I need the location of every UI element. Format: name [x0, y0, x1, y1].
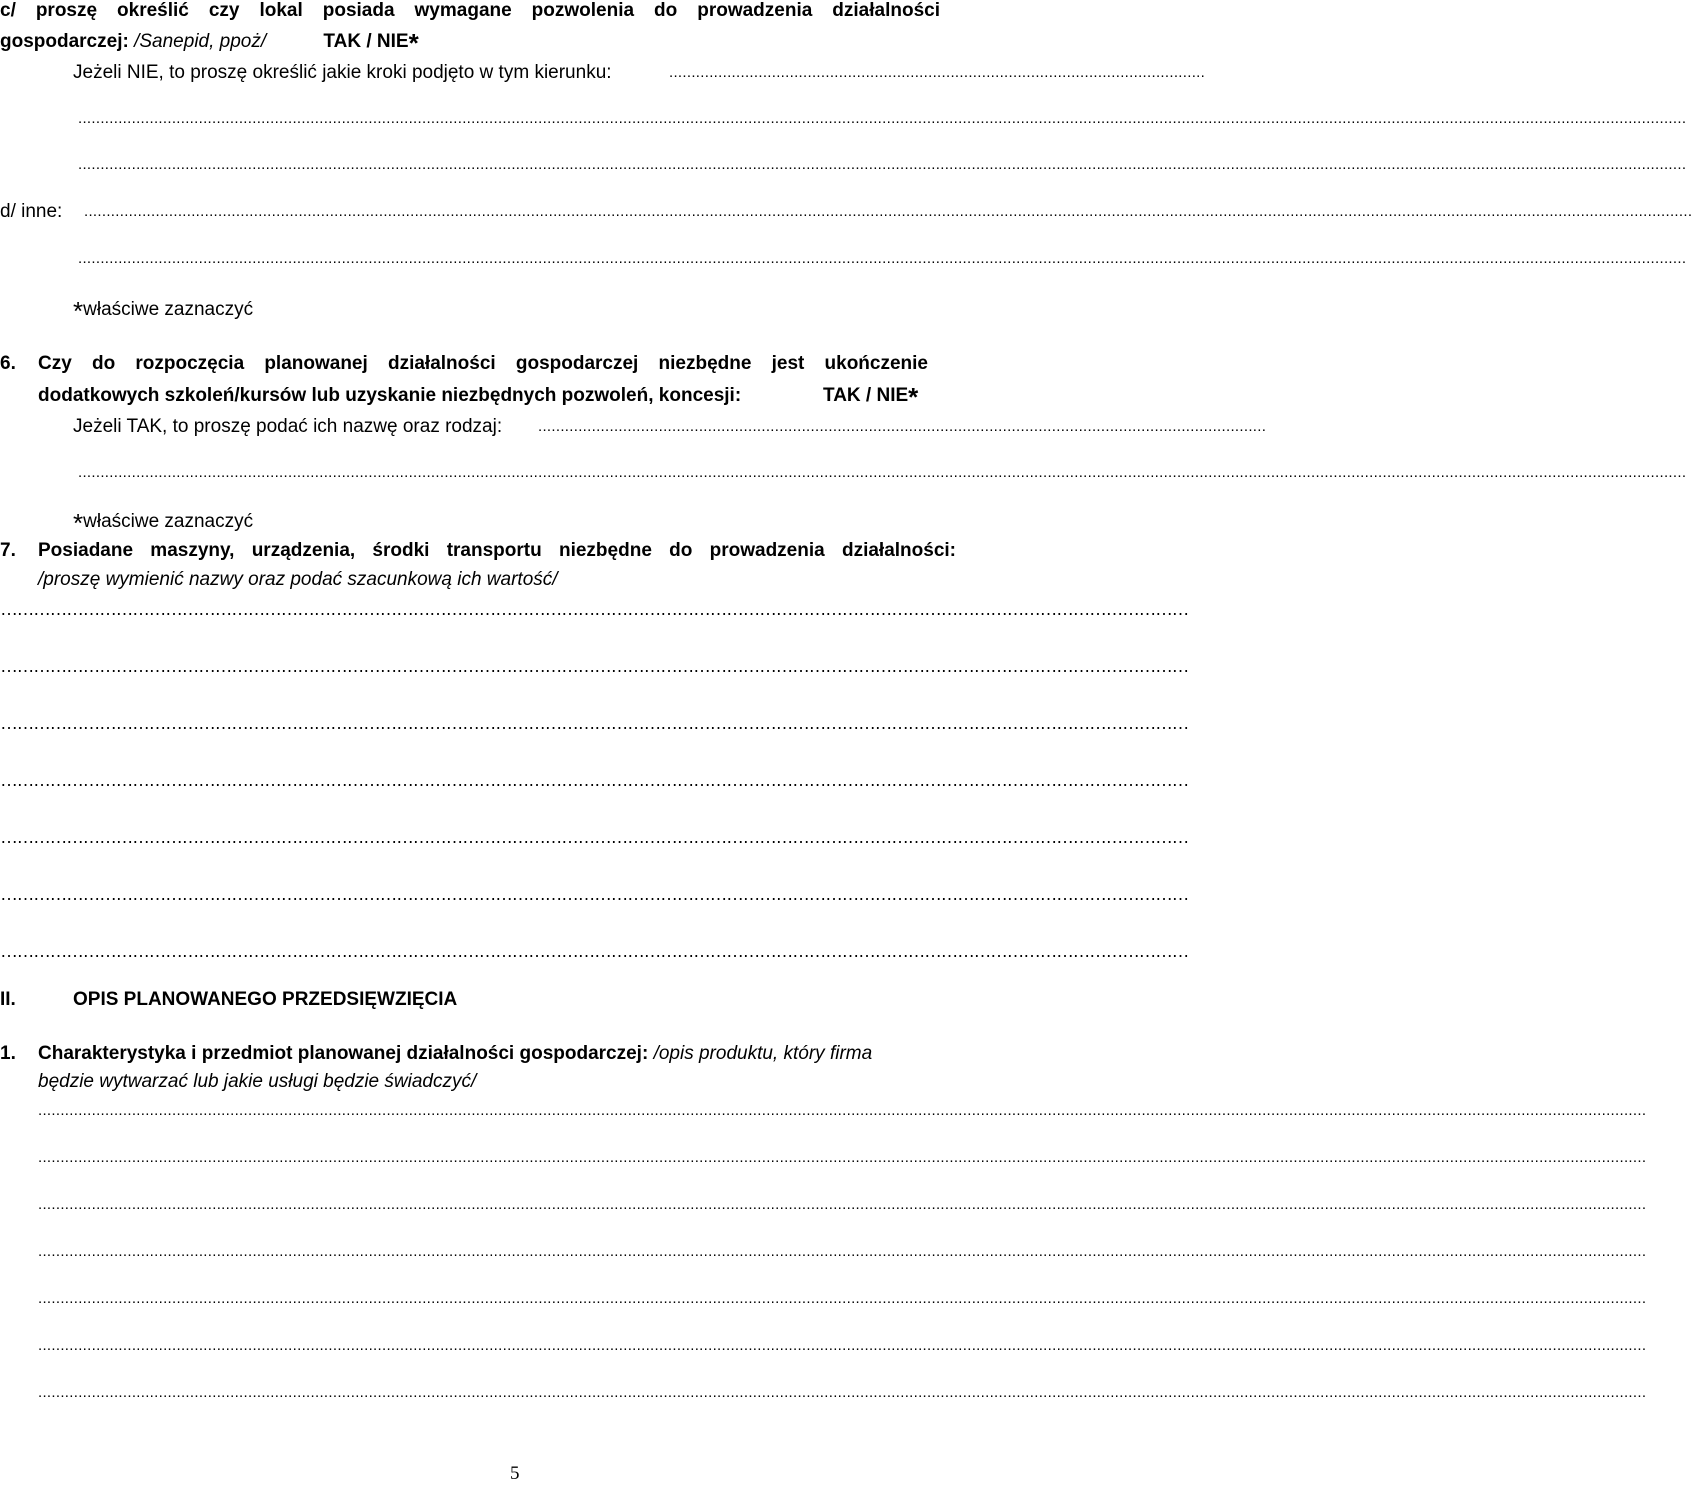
footnote: *właściwe zaznaczyć: [73, 508, 254, 538]
question-6-choice[interactable]: TAK / NIE*: [823, 382, 919, 412]
answer-line[interactable]: ........................................................................................................................................................................................................................................................................................................................................................................: [38, 1102, 1647, 1119]
answer-line[interactable]: ………………………………………………………………………………………………………………………………………………………………………………………………: [0, 941, 1188, 961]
question-7-line1: Posiadane maszyny, urządzenia, środki transportu niezbędne do prowadzenia działalności:: [38, 540, 956, 561]
section-2-title: OPIS PLANOWANEGO PRZEDSIĘWZIĘCIA: [73, 989, 458, 1010]
section-2-number: II.: [0, 989, 16, 1010]
answer-line[interactable]: ........................................................................................................................................................................................................................................................................................................................................................................: [38, 1337, 1647, 1354]
section-c-choice[interactable]: TAK / NIE: [323, 31, 409, 52]
question-6-line2: dodatkowych szkoleń/kursów lub uzyskanie niezbędnych pozwoleń, koncesji:: [38, 385, 742, 406]
answer-line[interactable]: ........................................................................................................................................................................................................................................................................................................................................................................: [38, 1243, 1647, 1260]
section-c-instruction: Jeżeli NIE, to proszę określić jakie kroki podjęto w tym kierunku:: [73, 62, 612, 83]
question-6-number: 6.: [0, 353, 16, 374]
section-d-label: d/ inne:: [0, 201, 63, 222]
answer-line[interactable]: ........................................................................................................................................................................................................................................................................................................................................................................: [38, 1149, 1647, 1166]
answer-line[interactable]: ........................................................................................................................................................................................................................................................................................................................................................................: [38, 1290, 1647, 1307]
answer-line[interactable]: ........................................................................................................................: [669, 64, 1206, 81]
answer-line[interactable]: ........................................................................................................................................................................................................................................................................................................................................................................: [78, 110, 1687, 127]
answer-line[interactable]: ………………………………………………………………………………………………………………………………………………………………………………………………: [0, 656, 1188, 676]
question-7-line2: /proszę wymienić nazwy oraz podać szacunkową ich wartość/: [38, 569, 558, 590]
answer-line[interactable]: ........................................................................................................................................................................................................................................................................................................................................................................: [78, 156, 1687, 173]
answer-line[interactable]: ........................................................................................................................................................................................................................................................................................................................................................................: [84, 203, 1692, 220]
answer-line[interactable]: ........................................................................................................................................................................................................................................................................................................................................................................: [38, 1384, 1647, 1401]
answer-line[interactable]: ………………………………………………………………………………………………………………………………………………………………………………………………: [0, 770, 1188, 790]
answer-line[interactable]: ………………………………………………………………………………………………………………………………………………………………………………………………: [0, 827, 1188, 847]
answer-line[interactable]: ………………………………………………………………………………………………………………………………………………………………………………………………: [0, 884, 1188, 904]
question-1-line2: będzie wytwarzać lub jakie usługi będzie świadczyć/: [38, 1071, 477, 1092]
section-c-line2: gospodarczej: /Sanepid, ppoż/ TAK / NIE*: [0, 28, 419, 58]
question-1-number: 1.: [0, 1043, 16, 1064]
footnote: *właściwe zaznaczyć: [73, 296, 254, 326]
answer-line[interactable]: ........................................................................................................................................................................................................................................................................................................................................................................: [78, 464, 1687, 481]
section-c-line1: c/ proszę określić czy lokal posiada wymagane pozwolenia do prowadzenia działalności: [0, 0, 940, 21]
answer-line[interactable]: ........................................................................................................................................................................................................................................................................................................................................................................: [38, 1196, 1647, 1213]
question-6-instruction: Jeżeli TAK, to proszę podać ich nazwę oraz rodzaj:: [73, 416, 503, 437]
answer-line[interactable]: ...................................................................................................................................................................: [538, 418, 1267, 435]
page-number: 5: [510, 1463, 520, 1484]
answer-line[interactable]: ........................................................................................................................................................................................................................................................................................................................................................................: [78, 250, 1687, 267]
question-6-line1: Czy do rozpoczęcia planowanej działalności gospodarczej niezbędne jest ukończenie: [38, 353, 928, 374]
answer-line[interactable]: ………………………………………………………………………………………………………………………………………………………………………………………………: [0, 599, 1188, 619]
answer-line[interactable]: ………………………………………………………………………………………………………………………………………………………………………………………………: [0, 713, 1188, 733]
question-7-number: 7.: [0, 540, 16, 561]
question-1-line1: Charakterystyka i przedmiot planowanej działalności gospodarczej: /opis produktu, który firma: [38, 1043, 873, 1064]
